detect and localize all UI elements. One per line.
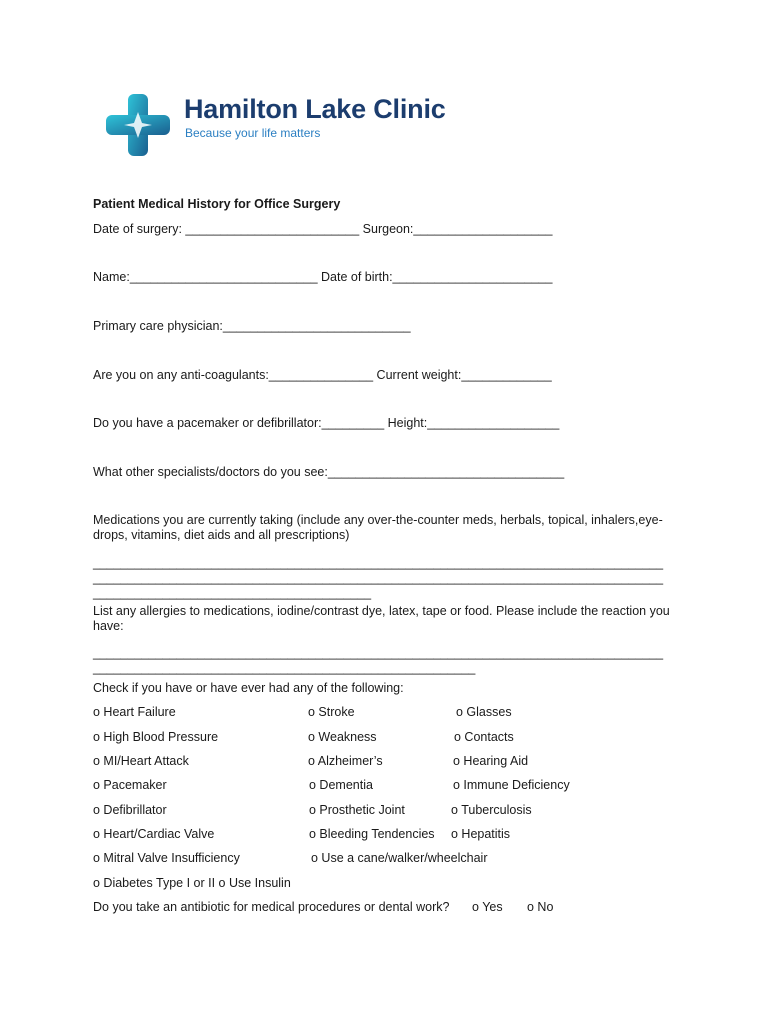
checkbox-glasses[interactable]: o Glasses <box>456 705 512 719</box>
specialists-field[interactable]: What other specialists/doctors do you see:__________________________________ <box>93 465 565 479</box>
checkbox-diabetes-insulin[interactable]: o Diabetes Type I or II o Use Insulin <box>93 876 291 890</box>
clinic-logo <box>104 90 484 160</box>
checkbox-alzheimers[interactable]: o Alzheimer’s <box>308 754 383 768</box>
checkbox-defibrillator[interactable]: o Defibrillator <box>93 803 167 817</box>
checkbox-bleeding-tendencies[interactable]: o Bleeding Tendencies <box>309 827 435 841</box>
checkbox-dementia[interactable]: o Dementia <box>309 778 373 792</box>
checkbox-mitral-valve[interactable]: o Mitral Valve Insufficiency <box>93 851 240 865</box>
checkbox-prosthetic-joint[interactable]: o Prosthetic Joint <box>309 803 405 817</box>
checkbox-mi-heart-attack[interactable]: o MI/Heart Attack <box>93 754 189 768</box>
checkbox-stroke[interactable]: o Stroke <box>308 705 355 719</box>
checkbox-hearing-aid[interactable]: o Hearing Aid <box>453 754 529 768</box>
primary-physician-field[interactable]: Primary care physician:___________________________ <box>93 319 411 333</box>
medications-line[interactable]: __________________________________________________________________________________ <box>93 556 664 570</box>
surgery-date-surgeon-field[interactable]: Date of surgery: _________________________ Surgeon:____________________ <box>93 222 553 236</box>
allergies-prompt: List any allergies to medications, iodine/contrast dye, latex, tape or food. Please include the reaction you have: <box>93 604 670 633</box>
medications-line[interactable]: __________________________________________________________________________________ <box>93 571 664 585</box>
checkbox-tuberculosis[interactable]: o Tuberculosis <box>451 803 532 817</box>
antibiotic-yes-option[interactable]: o Yes <box>472 900 503 914</box>
name-dob-field[interactable]: Name:___________________________ Date of birth:_______________________ <box>93 270 553 284</box>
clinic-name: Hamilton Lake Clinic <box>184 94 446 124</box>
checkbox-high-blood-pressure[interactable]: o High Blood Pressure <box>93 730 219 744</box>
allergies-line[interactable]: __________________________________________________________________________________ <box>93 646 664 660</box>
checklist-prompt: Check if you have or have ever had any of the following: <box>93 681 404 695</box>
antibiotic-question: Do you take an antibiotic for medical procedures or dental work? <box>93 900 450 914</box>
checkbox-immune-deficiency[interactable]: o Immune Deficiency <box>453 778 570 792</box>
medications-prompt: Medications you are currently taking (include any over-the-counter meds, herbals, topical, inhalers,eye-drops, vitamins, diet aids and all prescriptions) <box>93 513 663 542</box>
checkbox-heart-failure[interactable]: o Heart Failure <box>93 705 176 719</box>
checkbox-cane-walker[interactable]: o Use a cane/walker/wheelchair <box>311 851 488 865</box>
clinic-tagline: Because your life matters <box>185 126 321 140</box>
checkbox-contacts[interactable]: o Contacts <box>454 730 514 744</box>
form-title: Patient Medical History for Office Surgery <box>93 197 341 211</box>
medications-line[interactable]: ________________________________________ <box>93 586 372 600</box>
checkbox-weakness[interactable]: o Weakness <box>308 730 377 744</box>
antibiotic-no-option[interactable]: o No <box>527 900 554 914</box>
checkbox-hepatitis[interactable]: o Hepatitis <box>451 827 511 841</box>
pacemaker-height-field[interactable]: Do you have a pacemaker or defibrillator:_________ Height:___________________ <box>93 416 560 430</box>
anticoag-weight-field[interactable]: Are you on any anti-coagulants:_______________ Current weight:_____________ <box>93 368 552 382</box>
allergies-line[interactable]: _______________________________________________________ <box>93 661 476 675</box>
checkbox-pacemaker[interactable]: o Pacemaker <box>93 778 167 792</box>
checkbox-heart-cardiac-valve[interactable]: o Heart/Cardiac Valve <box>93 827 215 841</box>
medical-cross-icon <box>104 90 174 160</box>
